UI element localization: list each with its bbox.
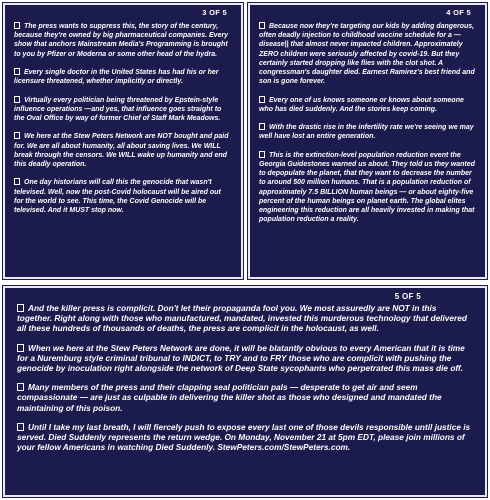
paragraph <box>14 22 232 59</box>
page-number: 4 OF 5 <box>446 8 471 17</box>
page-number: 3 OF 5 <box>202 8 227 17</box>
bullet-box-icon <box>259 151 265 158</box>
page-number: 5 OF 5 <box>394 292 421 301</box>
paragraph <box>17 382 473 413</box>
bullet-box-icon <box>14 68 20 75</box>
paragraph <box>14 132 232 169</box>
paragraph-text: Because now they're targeting our kids by adding dangerous, often deadly injection to childhood vaccine schedule for a —disease|| that almost never impacted children. Approximately ZERO children were seriously affected by covid-19. But they certainly started dropping like flies with the clot shot. A congressman's daughter died. Earnest Ramirez's best friend and son is gone forever. <box>259 23 475 86</box>
bullet-box-icon <box>259 96 265 103</box>
paragraph-text: Many members of the press and their clapping seal politician pals — desperate to get air and seem compassionate — are just as culpable in delivering the killer shot as those who designed and mandated the maintaining of this poison. <box>17 382 442 413</box>
paragraph <box>14 96 232 124</box>
paragraph <box>259 151 476 225</box>
panel-body <box>17 303 473 461</box>
bullet-box-icon <box>17 344 24 352</box>
page-3-panel <box>3 3 243 279</box>
paragraph <box>259 22 476 86</box>
paragraph <box>17 422 473 453</box>
bullet-box-icon <box>259 123 265 130</box>
paragraph-text: Until I take my last breath, I will fiercely push to expose every last one of those devils responsible until justice is served. Died Suddenly represents the return wedge. On Monday, November 21 at 5pm EDT, please join millions of your fellow Americans in watching Died Suddenly. StewPeters.com/StewPeters.com. <box>17 421 471 453</box>
bullet-box-icon <box>259 22 265 29</box>
paragraph-text: This is the extinction-level population reduction event the Georgia Guidestones warned us about. They told us they wanted to depopulate the planet, that they want to decrease the number to around 500 million humans. That is a population reduction of approximately 7.5 BILLION human beings — or about eighty-five percent of the human beings on planet earth. The global elites engineering this reduction are all heavily invested in making that population reduction a reality. <box>259 151 475 224</box>
bullet-box-icon <box>17 383 24 391</box>
paragraph-text: Virtually every politician being threatened by Epstein-style influence operations —and yes, that influence goes straight to the Oval Office by way of former Chief of Staff Mark Meadows. <box>14 96 222 122</box>
paragraph-text: Every single doctor in the United States has had his or her licensure threatened, whether implicitly or directly. <box>14 69 219 86</box>
paragraph-text: Every one of us knows someone or knows about someone who has died suddenly. And the stories keep coming. <box>259 96 464 113</box>
bullet-box-icon <box>14 132 20 139</box>
paragraph-text: With the drastic rise in the infertility rate we're seeing we may well have lost an entire generation. <box>259 124 474 141</box>
bullet-box-icon <box>17 423 24 431</box>
bullet-box-icon <box>17 304 24 312</box>
paragraph <box>259 123 476 141</box>
paragraph-text: The press wants to suppress this, the story of the century, because they're owned by big pharmaceutical companies. Every show that anchors Mainstream Media's Programming is brought to you by Pfizer or Moderna or some other head of the hydra. <box>14 23 229 58</box>
paragraph-text: When we here at the Stew Peters Network are done, it will be blatantly obvious to every American that it is time for a Nuremburg style criminal tribunal to INDICT, to TRY and to FRY those who are complicit with pushing the genocide by inoculation right alongside the network of Deep State sycophants who perpetrated this mass die off. <box>17 342 465 374</box>
paragraph <box>14 178 232 215</box>
paragraph-text: We here at the Stew Peters Network are NOT bought and paid for. We are all about humanity, all about saving lives. We WILL break through the censors. We WILL wake up humanity and end this deadly operation. <box>14 133 229 168</box>
page-5-panel <box>3 286 487 497</box>
paragraph <box>17 343 473 374</box>
paragraph <box>259 96 476 114</box>
bullet-box-icon <box>14 96 20 103</box>
paragraph <box>14 68 232 86</box>
bullet-box-icon <box>14 178 20 185</box>
panel-body <box>259 22 476 234</box>
bullet-box-icon <box>14 22 20 29</box>
paragraph-text: One day historians will call this the genocide that wasn't televised. Well, now the post-Covid holocaust will be aired out for the world to see. This time, the Covid Genocide will be televised. And it MUST stop now. <box>14 179 221 214</box>
panel-body <box>14 22 232 224</box>
paragraph <box>17 303 473 334</box>
page-4-panel <box>248 3 487 279</box>
paragraph-text: And the killer press is complicit. Don't let their propaganda fool you. We most assuredly are NOT in this together. Right along with those who manufactured, mandated, invested this murderous technology that delivered all these hundreds of thousands of deaths, the press are complicit in the holocaust, as well. <box>17 303 467 334</box>
